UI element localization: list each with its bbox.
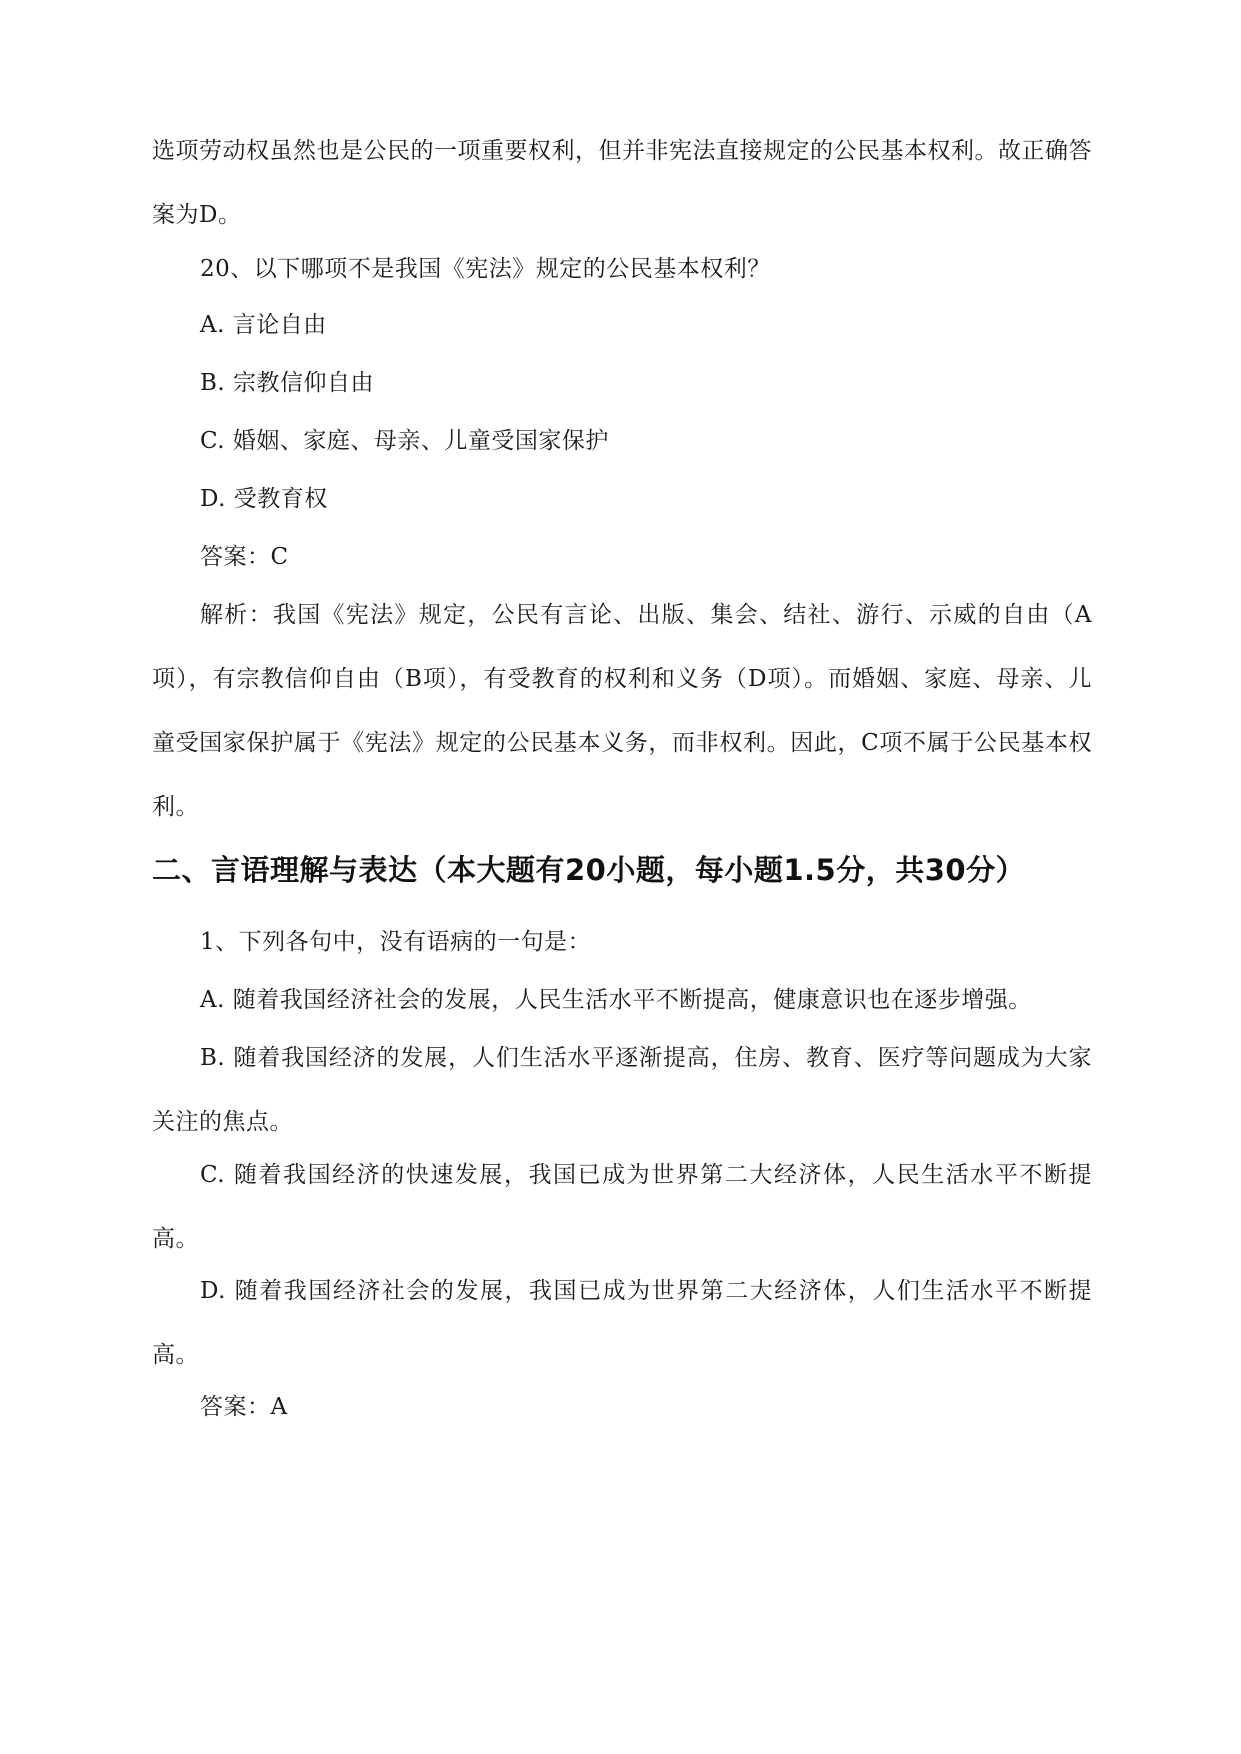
- previous-explanation-tail: 选项劳动权虽然也是公民的一项重要权利，但并非宪法直接规定的公民基本权利。故正确答案为D。: [152, 138, 1092, 228]
- question-20-text: 20、以下哪项不是我国《宪法》规定的公民基本权利？: [200, 256, 771, 282]
- section-2-question-1-option-c: C. 随着我国经济的快速发展，我国已成为世界第二大经济体，人民生活水平不断提高。: [152, 1162, 1092, 1252]
- question-20-option-c: C. 婚姻、家庭、母亲、儿童受国家保护: [200, 428, 609, 454]
- question-20-option-b: B. 宗教信仰自由: [200, 370, 375, 396]
- question-20-analysis: 解析：我国《宪法》规定，公民有言论、出版、集会、结社、游行、示威的自由（A项），有宗教信仰自由（B项），有受教育的权利和义务（D项）。而婚姻、家庭、母亲、儿童受国家保护属于《宪法》规定的公民基本义务，而非权利。因此，C项不属于公民基本权利。: [152, 602, 1092, 820]
- section-2-question-1-text: 1、下列各句中，没有语病的一句是：: [200, 929, 592, 955]
- question-20-option-a: A. 言论自由: [200, 312, 327, 338]
- section-2-question-1-answer: 答案：A: [200, 1394, 288, 1420]
- section-2-question-1-option-b: B. 随着我国经济的发展，人们生活水平逐渐提高，住房、教育、医疗等问题成为大家关注的焦点。: [152, 1045, 1092, 1135]
- section-2-question-1-option-a: A. 随着我国经济社会的发展，人民生活水平不断提高，健康意识也在逐步增强。: [200, 987, 1032, 1013]
- section-2-question-1-option-d: D. 随着我国经济社会的发展，我国已成为世界第二大经济体，人们生活水平不断提高。: [152, 1278, 1092, 1368]
- question-20-option-d: D. 受教育权: [200, 486, 328, 512]
- section-2-heading: 二、言语理解与表达（本大题有20小题，每小题1.5分，共30分）: [152, 853, 1026, 887]
- question-20-answer: 答案：C: [200, 544, 289, 570]
